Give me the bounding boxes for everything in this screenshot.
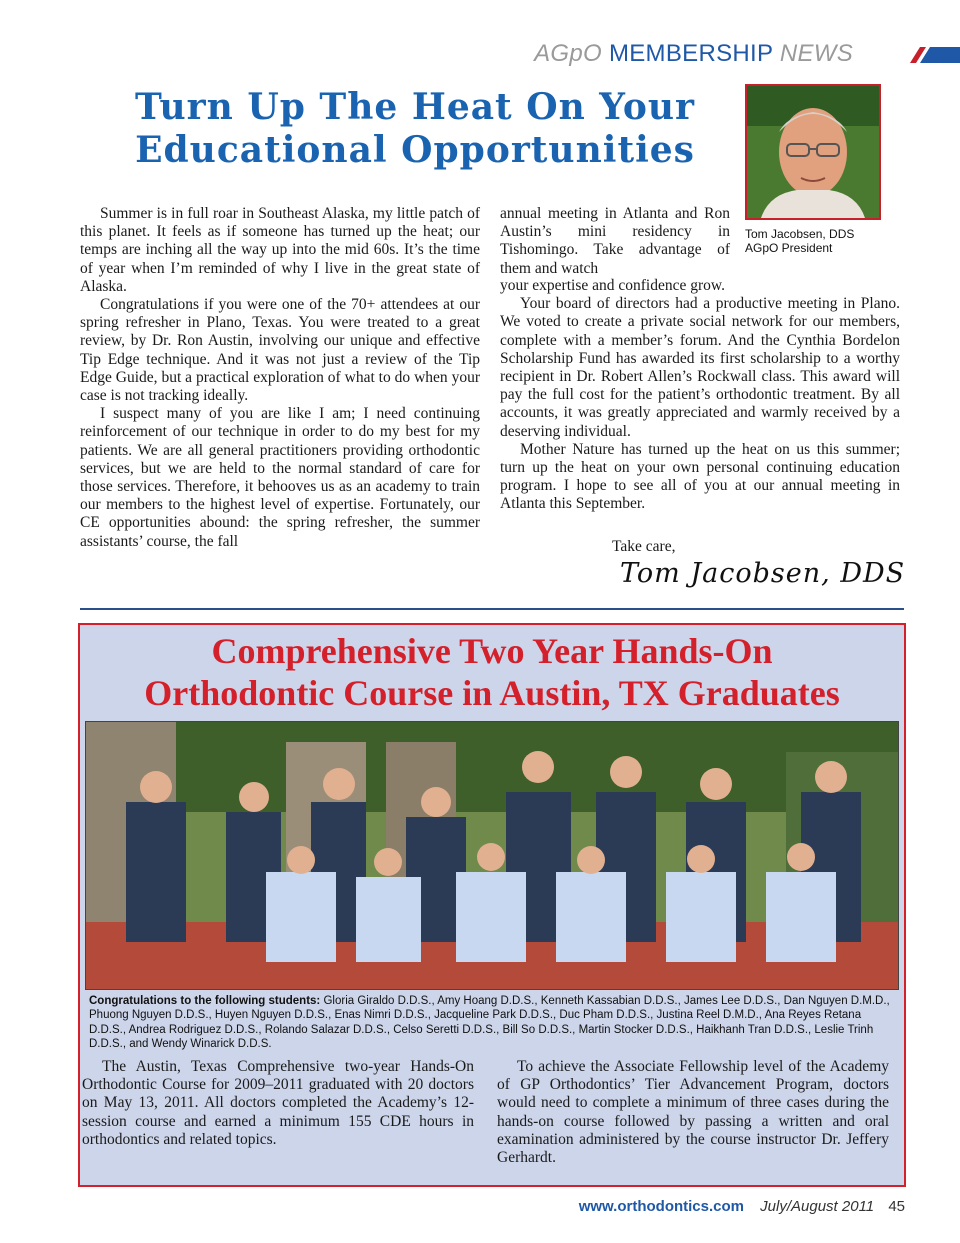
course-title-line1: Comprehensive Two Year Hands-On [211,631,773,671]
portrait-caption [745,227,854,255]
article-title-line1: Turn Up The Heat On Your [134,86,696,128]
footer-url[interactable]: www.orthodontics.com [578,1198,744,1215]
section-header [534,40,904,68]
article-paragraph: Your board of directors had a productive meeting in Plano. We voted to create a private social network for our members, complete with a member’s forum. And the Cynthia Bordelon Scholarship Fund has awarded its first scholarship to a worthy recipient in Dr. Robert Allen’s Rockwall class. This award will pay the full cost for the patient’s orthodontic treatment. By all accounts, it was greatly appreciated and warmly received by a deserving individual. [500,295,900,440]
article-title-line2: Educational Opportunities [135,129,695,171]
graduates-label: Congratulations to the following students: [89,995,321,1007]
course-paragraph-left [82,1058,474,1149]
course-paragraph-right [497,1058,889,1167]
caption-name: Tom Jacobsen, DDS [745,227,855,241]
article-paragraph: Mother Nature has turned up the heat on us this summer; turn up the heat on your own personal continuing education program. I hope to see all of you at our annual meeting in Atlanta this September. [500,440,900,513]
header-membership: MEMBERSHIP [608,40,773,67]
article-column-1 [80,205,480,551]
article-column-2 [500,277,900,514]
course-title-line2: Orthodontic Course in Austin, TX Graduates [144,673,840,713]
group-photo [85,721,899,990]
author-portrait [745,84,881,220]
article-paragraph: annual meeting in Atlanta and Ron Austin’s mini residency in Tishomingo. Take advantage of them and watch [500,205,730,277]
page-footer [579,1198,905,1215]
footer-issue: July/August 2011 [760,1198,875,1215]
caption-role: AGpO President [745,241,833,255]
article-paragraph: Congratulations if you were one of the 70+ attendees at our spring refresher in Plano, Texas. You were treated to a great review, by Dr. Ron Austin, involving our unique and effective Tip Edge technique. And it was not just a review of the Tip Edge Guide, but a practical exploration of what to do when your case is not tracking ideally. [80,296,480,405]
article-paragraph: Summer is in full roar in Southeast Alaska, my little patch of this planet. It feels as if someone has turned up the heat; our temps are inching all the way up into the mid 60s. It’s the time of year when I’m reminded of why I live in the great state of Alaska. [80,205,480,295]
course-paragraph: To achieve the Associate Fellowship level of the Academy of GP Orthodontics’ Tier Advancement Program, doctors would need to complete a minimum of three cases during the hands-on course followed by passing a written and oral examination administered by the course instructor Dr. Jeffery Gerhardt. [497,1058,889,1167]
graduates-list [89,994,897,1051]
signature: Tom Jacobsen, DDS [620,558,906,589]
header-slash-icon [904,46,960,64]
closing: Take care, [612,538,676,555]
article-paragraph: I suspect many of you are like I am; I need continuing reinforcement of our technique in order to do my best for my patients. We are all general practitioners providing orthodontic services, but we are held to the normal standard of care for those services. Therefore, it behooves us as an academy to train our members to the highest level of expertise. Fortunately, our CE opportunities abound: the spring refresher, the summer assistants’ course, the fall [80,405,480,550]
header-news: NEWS [779,40,854,67]
article-title [80,86,750,172]
course-paragraph: The Austin, Texas Comprehensive two-year Hands-On Orthodontic Course for 2009–2011 graduated with 20 doctors on May 13, 2011. All doctors completed the Academy’s 12-session course and earned a minimum 155 CDE hours in orthodontics and related topics. [82,1058,474,1148]
course-title [80,630,904,714]
header-agpo: AGpO [534,40,602,67]
article-column-2-top [500,205,730,278]
graduates-names: Gloria Giraldo D.D.S., Amy Hoang D.D.S., Kenneth Kassabian D.D.S., James Lee D.D.S., Dan Nguyen D.M.D., Phuong Nguyen D.D.S., Huyen Nguyen D.D.S., Enas Nimri D.D.S., Jacqueline Park D.D.S., Duc Pham D.D.S., Justina Reel D.M.D., Ana Reyes Retana D.D.S., Andrea Rodriguez D.D.S., Rolando Salazar D.D.S., Celso Seretti D.D.S., Bill So D.D.S., Martin Stocker D.D.S., Haikhanh Tran D.D.S., Leslie Trinh D.D.S., and Wendy Winarick D.D.S. [89,995,890,1050]
divider [80,608,904,610]
article-paragraph: your expertise and confidence grow. [500,277,725,294]
page-number: 45 [888,1198,905,1215]
